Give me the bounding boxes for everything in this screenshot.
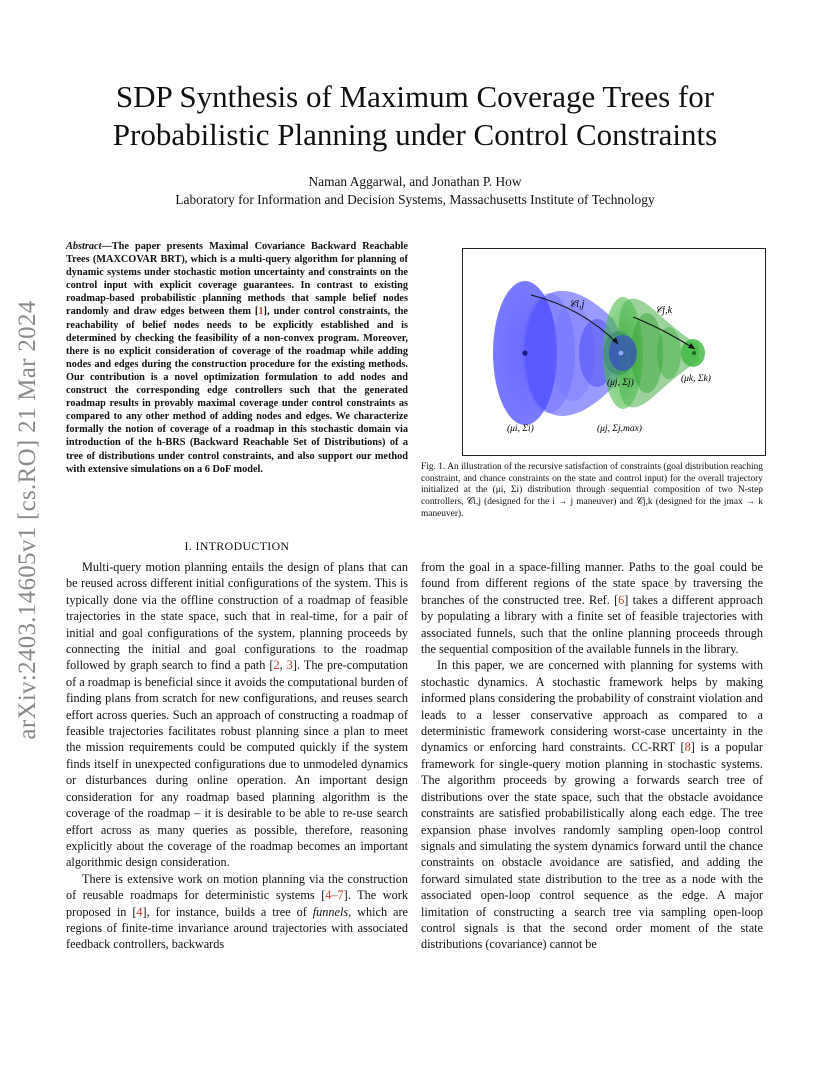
citation-link[interactable]: 1: [258, 306, 264, 318]
green-funnel: [603, 297, 705, 409]
authors: Naman Aggarwal, and Jonathan P. How: [308, 174, 522, 189]
arxiv-stamp-text: arXiv:2403.14605v1 [cs.RO] 21 Mar 2024: [14, 300, 41, 740]
citation-link[interactable]: 3: [286, 658, 293, 673]
title-line-1: SDP Synthesis of Maximum Coverage Trees for: [115, 79, 715, 114]
figure-1-diagram: [463, 249, 765, 455]
citation-link[interactable]: 4: [136, 904, 143, 919]
title-line-2: Probabilistic Planning under Control Constraints: [112, 117, 718, 152]
arxiv-stamp: [8, 260, 48, 780]
left-column: [66, 559, 408, 953]
section-heading: I. INTRODUCTION: [184, 539, 290, 553]
intro-paragraph-2: There is extensive work on motion planning via the construction of reusable roadmaps for deterministic systems [4–7]. The work proposed in [4], for instance, builds a tree of funnels, which are regions of finite-time invariance around trajectories with associated feedback controllers, backwards: [66, 871, 408, 952]
author-block: [60, 173, 770, 209]
citation-link[interactable]: 2: [273, 658, 280, 673]
label-mu-j: (μj, Σj): [607, 378, 634, 388]
abstract: [66, 240, 408, 476]
abstract-text-1: —The paper presents Maximal Covariance Backward Reachable Trees (MAXCOVAR BRT), which is a multi-query algorithm for planning of dynamic systems under stochastic motion uncertainty and constraints on the control input with explicit coverage guarantees. In contrast to existing roadmap-based probabilistic planning methods that sample belief nodes randomly and draw edges between them [: [66, 241, 408, 318]
node-i: [522, 350, 527, 355]
right-column: [421, 559, 763, 953]
node-j: [619, 351, 624, 356]
label-mu-k: (μk, Σk): [681, 374, 711, 384]
citation-link[interactable]: 6: [618, 592, 625, 607]
label-cjk: 𝒞j,k: [655, 305, 673, 316]
label-mu-jmax: (μj, Σj,max): [597, 424, 642, 434]
figure-1: [462, 248, 766, 456]
figure-caption: Fig. 1. An illustration of the recursive satisfaction of constraints (goal distribution reaching constraint, and chance constraints on the state and control input) for the overall trajectory initialized at the (μi, Σi) distribution through sequential composition of two N-step controllers, 𝒞i,j (designed for the i → j maneuver) and 𝒞j,k (designed for the jmax → k maneuver).: [421, 462, 763, 519]
label-cij: 𝒞i,j: [569, 299, 585, 310]
affiliation: Laboratory for Information and Decision Systems, Massachusetts Institute of Technology: [175, 192, 655, 207]
node-k: [692, 351, 696, 355]
abstract-lead: Abstract: [66, 241, 102, 252]
paper-title: [60, 78, 770, 154]
intro-paragraph-3: from the goal in a space-filling manner. Paths to the goal could be found from different regions of the state space by traversing the branches of the constructed tree. Ref. [6] takes a different approach by populating a library with a finite set of feasible trajectories with associated funnels, such that the online planning proceeds through the sequential composition of the available funnels in the library.: [421, 560, 763, 657]
intro-paragraph-4: In this paper, we are concerned with planning for systems with stochastic dynamics. A stochastic framework helps by making informed plans considering the probability of constraint violation and leads to a lesser conservative approach as compared to a deterministic framework considering worst-case uncertainty in the dynamics or enforcing hard constraints. CC-RRT [8] is a popular framework for single-query motion planning in stochastic systems. The algorithm proceeds by growing a forwards search tree of distributions over the state space, such that the obstacle avoidance constraints are satisfied probabilistically along each edge. The tree expansion phase involves randomly sampling open-loop control signals and simulating the system dynamics forward until the chance constraints on obstacle avoidance are satisfied, and adding the forward simulated state distribution to the tree as a node with the associated open-loop control sequence as the edge. A major limitation of constructing a search tree via sampling open-loop control signals is that the second order moment of the state distributions (covariance) cannot be: [421, 658, 764, 952]
intro-paragraph-1: Multi-query motion planning entails the design of plans that can be reused across different initial configurations of the system. This is typically done via the offline construction of a roadmap of feasible trajectories in the state space, such that in real-time, for a pair of initial and goal configurations of the system, planning proceeds by connecting the initial and goal configurations to the roadmap followed by graph search to find a path [2, 3]. The pre-computation of a roadmap is beneficial since it avoids the computational burden of finding plans from scratch for new configurations, and reuses search effort across queries. Such an approach of constructing a roadmap of feasible trajectories facilitates robust planning since a plan to meet the mission requirements could be computed quickly if the system finds itself in unexpected configurations due to unmodeled dynamics or disturbances during online operation. An important design consideration for any roadmap based planning algorithm is the coverage of the roadmap – it is desirable to be able to re-use search effort across as many queries as possible, therefore, reasoning explicitly about the coverage of the roadmap becomes an important algorithmic design consideration.: [66, 560, 408, 870]
citation-link[interactable]: 8: [684, 740, 691, 755]
label-mu-i: (μi, Σi): [507, 424, 534, 434]
citation-link[interactable]: 4–7: [325, 888, 344, 903]
abstract-text-2: ], under control constraints, the reachability of belief nodes needs to be explicitly established and is determined by checking the feasibility of a non-convex program. Moreover, there is no explicit consideration of coverage of the roadmap while adding nodes and edges during the construction procedure for the existing methods. Our contribution is a novel optimization formulation to add nodes and construct the corresponding edge controllers such that the generated roadmap results in provably maximal coverage under control constraints as compared to any other method of adding nodes and edges. We characterize formally the notion of coverage of a roadmap in this stochastic domain via introduction of the h-BRS (Backward Reachable Set of Distributions) of a tree of distributions under control constraints, and also support our method with extensive simulations on a 6 DoF model.: [66, 306, 408, 475]
